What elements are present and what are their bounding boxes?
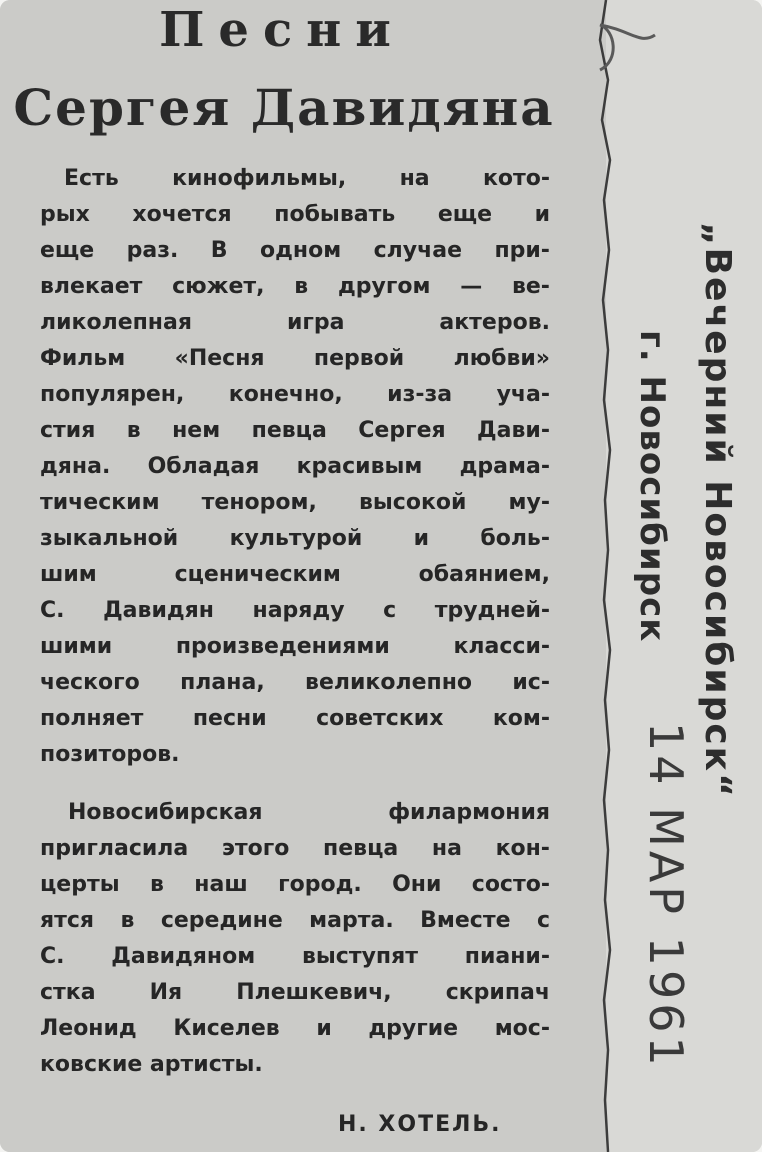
text-line: позиторов. bbox=[40, 742, 180, 767]
text-line: рых хочется побывать еще и bbox=[40, 202, 550, 227]
text-line: ковские артисты. bbox=[40, 1052, 263, 1077]
text-line: еще раз. В одном случае при- bbox=[40, 238, 550, 263]
stamp-city: г. Новосибирск bbox=[632, 330, 672, 643]
text-line: С. Давидяном выступят пиани- bbox=[40, 944, 550, 969]
text-line: Леонид Киселев и другие мос- bbox=[40, 1016, 550, 1041]
text-line: ческого плана, великолепно ис- bbox=[40, 670, 550, 695]
text-line: популярен, конечно, из-за уча- bbox=[40, 382, 550, 407]
text-line: стка Ия Плешкевич, скрипач bbox=[40, 980, 550, 1005]
text-line: пригласила этого певца на кон- bbox=[40, 836, 550, 861]
text-line: Фильм «Песня первой любви» bbox=[40, 346, 550, 371]
stamp-newspaper-name: „Вечерний Новосибирск“ bbox=[697, 222, 738, 799]
headline-line-1: Песни bbox=[159, 2, 405, 58]
pencil-mark bbox=[560, 0, 680, 120]
text-line: зыкальной культурой и боль- bbox=[40, 526, 550, 551]
text-line: ятся в середине марта. Вместе с bbox=[40, 908, 550, 933]
headline-line-2: Сергея Давидяна bbox=[13, 78, 555, 137]
stamp-date: 14 МАР 1961 bbox=[639, 722, 693, 1070]
text-line: Есть кинофильмы, на кото- bbox=[64, 166, 550, 191]
text-line: ликолепная игра актеров. bbox=[40, 310, 550, 335]
text-line: Новосибирская филармония bbox=[68, 800, 550, 825]
text-line: стия в нем певца Сергея Дави- bbox=[40, 418, 550, 443]
author-signature: Н. ХОТЕЛЬ. bbox=[338, 1112, 502, 1137]
text-line: шим сценическим обаянием, bbox=[40, 562, 550, 587]
text-line: тическим тенором, высокой му- bbox=[40, 490, 550, 515]
torn-edge bbox=[586, 0, 626, 1152]
text-line: С. Давидян наряду с трудней- bbox=[40, 598, 550, 623]
text-line: полняет песни советских ком- bbox=[40, 706, 550, 731]
text-line: церты в наш город. Они состо- bbox=[40, 872, 550, 897]
text-line: шими произведениями класси- bbox=[40, 634, 550, 659]
text-line: влекает сюжет, в другом — ве- bbox=[40, 274, 550, 299]
text-line: дяна. Обладая красивым драма- bbox=[40, 454, 550, 479]
